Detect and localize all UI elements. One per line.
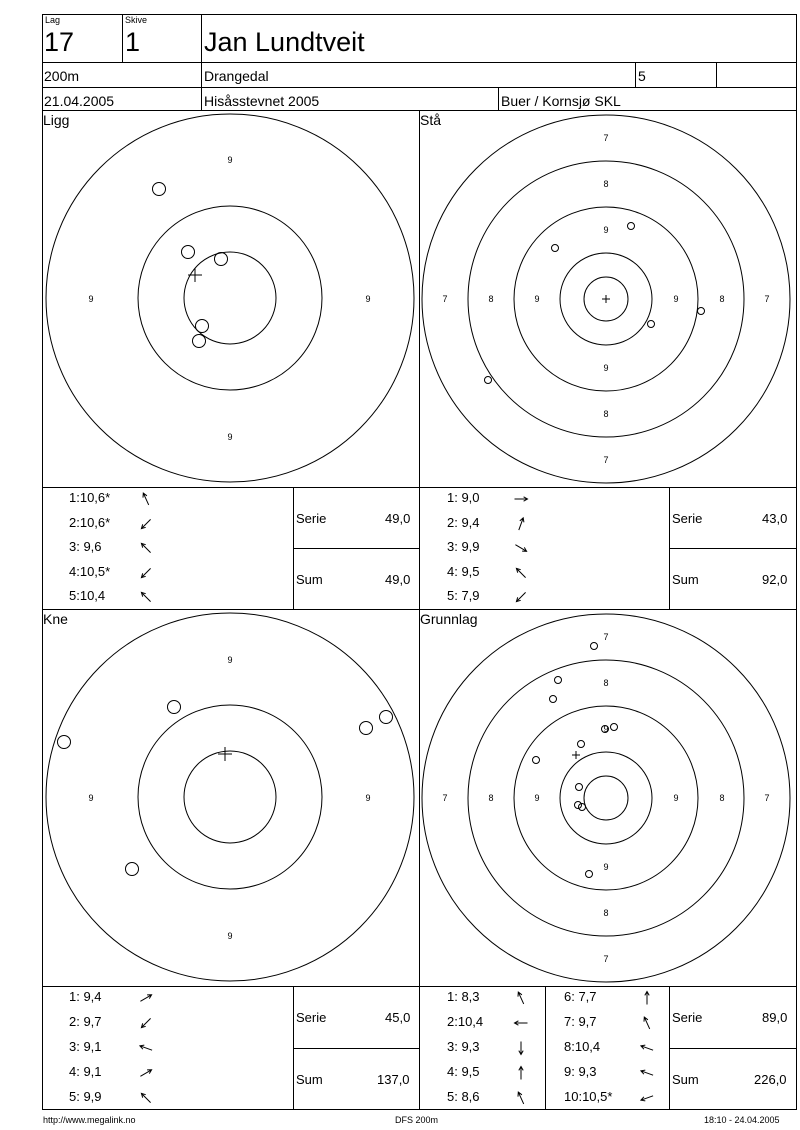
arrow-icon — [138, 1090, 154, 1106]
serie-value: 49,0 — [385, 511, 411, 526]
serie-value: 89,0 — [762, 1010, 788, 1025]
panel-title-sta: Stå — [420, 112, 442, 128]
shot-list-ligg — [42, 490, 293, 608]
arrow-icon — [513, 540, 529, 556]
arrow-icon — [138, 565, 154, 581]
sum-value: 49,0 — [385, 572, 411, 587]
arrow-icon — [639, 1090, 655, 1106]
shot-score: 1: 9,0 — [447, 490, 480, 505]
ring-label: 9 — [603, 724, 609, 734]
ring-inner-ten — [184, 751, 276, 843]
shot-hole — [611, 724, 618, 731]
distance: 200m — [44, 68, 80, 84]
shot-score: 3: 9,6 — [69, 539, 102, 554]
shot-list-grunnlag-b — [545, 989, 669, 1109]
date: 21.04.2005 — [44, 93, 115, 109]
shot-hole — [168, 701, 181, 714]
shot-hole — [58, 736, 71, 749]
serie-value: 43,0 — [762, 511, 788, 526]
club: Buer / Kornsjø SKL — [501, 93, 621, 109]
sum-value: 226,0 — [754, 1072, 787, 1087]
arrow-icon — [513, 1015, 529, 1031]
skive-label: Skive — [125, 15, 148, 25]
shot-hole — [485, 377, 492, 384]
ring-label: 9 — [534, 793, 540, 803]
ring-label: 8 — [603, 678, 609, 688]
lag-label: Lag — [45, 15, 61, 25]
target-sta — [419, 110, 797, 487]
arrow-icon — [513, 1040, 529, 1056]
ring-label: 9 — [603, 363, 609, 373]
sum-label: Sum — [672, 1072, 699, 1087]
shot-hole — [380, 711, 393, 724]
shot-hole — [126, 863, 139, 876]
serie-label: Serie — [296, 511, 327, 526]
sum-label: Sum — [672, 572, 699, 587]
serie-label: Serie — [672, 1010, 703, 1025]
shot-score: 6: 7,7 — [564, 989, 597, 1004]
shot-hole — [153, 183, 166, 196]
arrow-icon — [639, 1040, 655, 1056]
ring-label: 8 — [488, 793, 494, 803]
shot-score: 2:10,6* — [69, 514, 111, 530]
serie-value: 45,0 — [385, 1010, 411, 1025]
shot-list-sta — [419, 490, 669, 608]
ring-label: 9 — [365, 294, 371, 304]
shot-score: 3: 9,1 — [69, 1039, 102, 1054]
ring-label: 9 — [88, 294, 94, 304]
shot-score: 9: 9,3 — [564, 1064, 597, 1079]
sum-value: 137,0 — [377, 1072, 410, 1087]
ring-label: 7 — [764, 793, 770, 803]
arrow-icon — [513, 1090, 529, 1106]
shot-hole — [550, 696, 557, 703]
shot-score: 5: 9,9 — [69, 1089, 102, 1104]
ring-7 — [422, 614, 790, 982]
target-kne — [42, 609, 419, 986]
target-ligg — [42, 110, 419, 487]
event: Hisåsstevnet 2005 — [204, 93, 320, 109]
ring-inner-ten — [584, 776, 628, 820]
shot-hole — [578, 741, 585, 748]
ring-label: 8 — [603, 179, 609, 189]
ring-label: 9 — [227, 931, 233, 941]
panel-title-ligg: Ligg — [43, 112, 70, 128]
serie-label: Serie — [672, 511, 703, 526]
place: Drangedal — [204, 68, 269, 84]
arrow-icon — [138, 1015, 154, 1031]
ring-label: 7 — [442, 294, 448, 304]
ring-9 — [46, 114, 414, 482]
shot-score: 5: 7,9 — [447, 588, 480, 603]
shot-hole — [628, 223, 635, 230]
group-center-cross — [188, 268, 202, 282]
ring-10 — [560, 752, 652, 844]
ring-label: 9 — [227, 155, 233, 165]
ring-label: 7 — [603, 954, 609, 964]
serie-label: Serie — [296, 1010, 327, 1025]
arrow-icon — [513, 565, 529, 581]
group-center-cross — [218, 747, 232, 761]
shot-score: 5: 8,6 — [447, 1089, 480, 1104]
arrow-icon — [639, 1065, 655, 1081]
shot-score: 3: 9,9 — [447, 539, 480, 554]
shot-hole — [575, 802, 582, 809]
ring-label: 7 — [764, 294, 770, 304]
group-center-cross — [602, 295, 610, 303]
ring-10 — [138, 705, 322, 889]
ring-label: 9 — [673, 793, 679, 803]
sum-label: Sum — [296, 572, 323, 587]
shot-score: 5:10,4 — [69, 588, 106, 603]
ring-label: 8 — [488, 294, 494, 304]
shot-hole — [586, 871, 593, 878]
shot-score: 2: 9,7 — [69, 1014, 102, 1029]
shot-score: 4: 9,5 — [447, 563, 480, 579]
ring-label: 7 — [603, 455, 609, 465]
target-grunnlag — [419, 609, 797, 986]
shot-hole — [579, 804, 586, 811]
footer-url[interactable]: http://www.megalink.no — [43, 1115, 136, 1125]
ring-label: 7 — [442, 793, 448, 803]
ring-label: 9 — [227, 432, 233, 442]
ring-label: 9 — [673, 294, 679, 304]
ring-inner-ten — [184, 252, 276, 344]
class: 5 — [638, 68, 646, 84]
arrow-icon — [513, 491, 529, 507]
shot-hole — [182, 246, 195, 259]
panel-title-kne: Kne — [43, 611, 68, 627]
shot-score: 1: 9,4 — [69, 989, 102, 1004]
shot-score: 3: 9,3 — [447, 1039, 480, 1054]
shooter-name: Jan Lundtveit — [204, 27, 365, 57]
arrow-icon — [138, 990, 154, 1006]
sum-value: 92,0 — [762, 572, 788, 587]
group-center-cross — [572, 751, 580, 759]
shot-score: 8:10,4 — [564, 1039, 601, 1054]
shot-hole — [196, 320, 209, 333]
shot-score: 2: 9,4 — [447, 514, 480, 530]
arrow-icon — [639, 1015, 655, 1031]
arrow-icon — [513, 589, 529, 605]
ring-label: 8 — [603, 908, 609, 918]
shot-score: 2:10,4 — [447, 1014, 484, 1029]
ring-label: 9 — [534, 294, 540, 304]
shot-score: 10:10,5* — [564, 1089, 613, 1104]
shot-hole — [533, 757, 540, 764]
arrow-icon — [138, 540, 154, 556]
shot-list-grunnlag-a — [419, 989, 545, 1109]
ring-label: 8 — [719, 793, 725, 803]
shot-hole — [698, 308, 705, 315]
ring-label: 8 — [603, 409, 609, 419]
shot-score: 1:10,6* — [69, 490, 111, 505]
ring-label: 9 — [603, 862, 609, 872]
footer-title: DFS 200m — [395, 1115, 439, 1125]
ring-label: 9 — [603, 225, 609, 235]
arrow-icon — [513, 990, 529, 1006]
shot-list-kne — [42, 989, 293, 1109]
footer-timestamp: 18:10 - 24.04.2005 — [704, 1115, 780, 1125]
shot-hole — [360, 722, 373, 735]
arrow-icon — [138, 1065, 154, 1081]
shot-hole — [591, 643, 598, 650]
ring-label: 9 — [88, 793, 94, 803]
shot-score: 4: 9,5 — [447, 1064, 480, 1079]
arrow-icon — [138, 1040, 154, 1056]
shot-score: 7: 9,7 — [564, 1014, 597, 1029]
panel-title-grunnlag: Grunnlag — [420, 611, 478, 627]
lag-value: 17 — [44, 27, 75, 57]
skive-value: 1 — [125, 27, 141, 57]
ring-label: 9 — [365, 793, 371, 803]
ring-9 — [46, 613, 414, 981]
ring-label: 7 — [603, 133, 609, 143]
sum-label: Sum — [296, 1072, 323, 1087]
shot-score: 4:10,5* — [69, 563, 111, 579]
ring-10 — [138, 206, 322, 390]
arrow-icon — [138, 589, 154, 605]
arrow-icon — [138, 491, 154, 507]
shot-score: 1: 8,3 — [447, 989, 480, 1004]
shot-hole — [193, 335, 206, 348]
ring-label: 8 — [719, 294, 725, 304]
arrow-icon — [639, 990, 655, 1006]
shot-hole — [648, 321, 655, 328]
arrow-icon — [513, 1065, 529, 1081]
shot-score: 4: 9,1 — [69, 1064, 102, 1079]
shot-hole — [215, 253, 228, 266]
ring-8 — [468, 660, 744, 936]
arrow-icon — [138, 516, 154, 532]
shot-hole — [552, 245, 559, 252]
shot-hole — [576, 784, 583, 791]
ring-label: 9 — [227, 655, 233, 665]
shot-hole — [555, 677, 562, 684]
arrow-icon — [513, 516, 529, 532]
ring-label: 7 — [603, 632, 609, 642]
